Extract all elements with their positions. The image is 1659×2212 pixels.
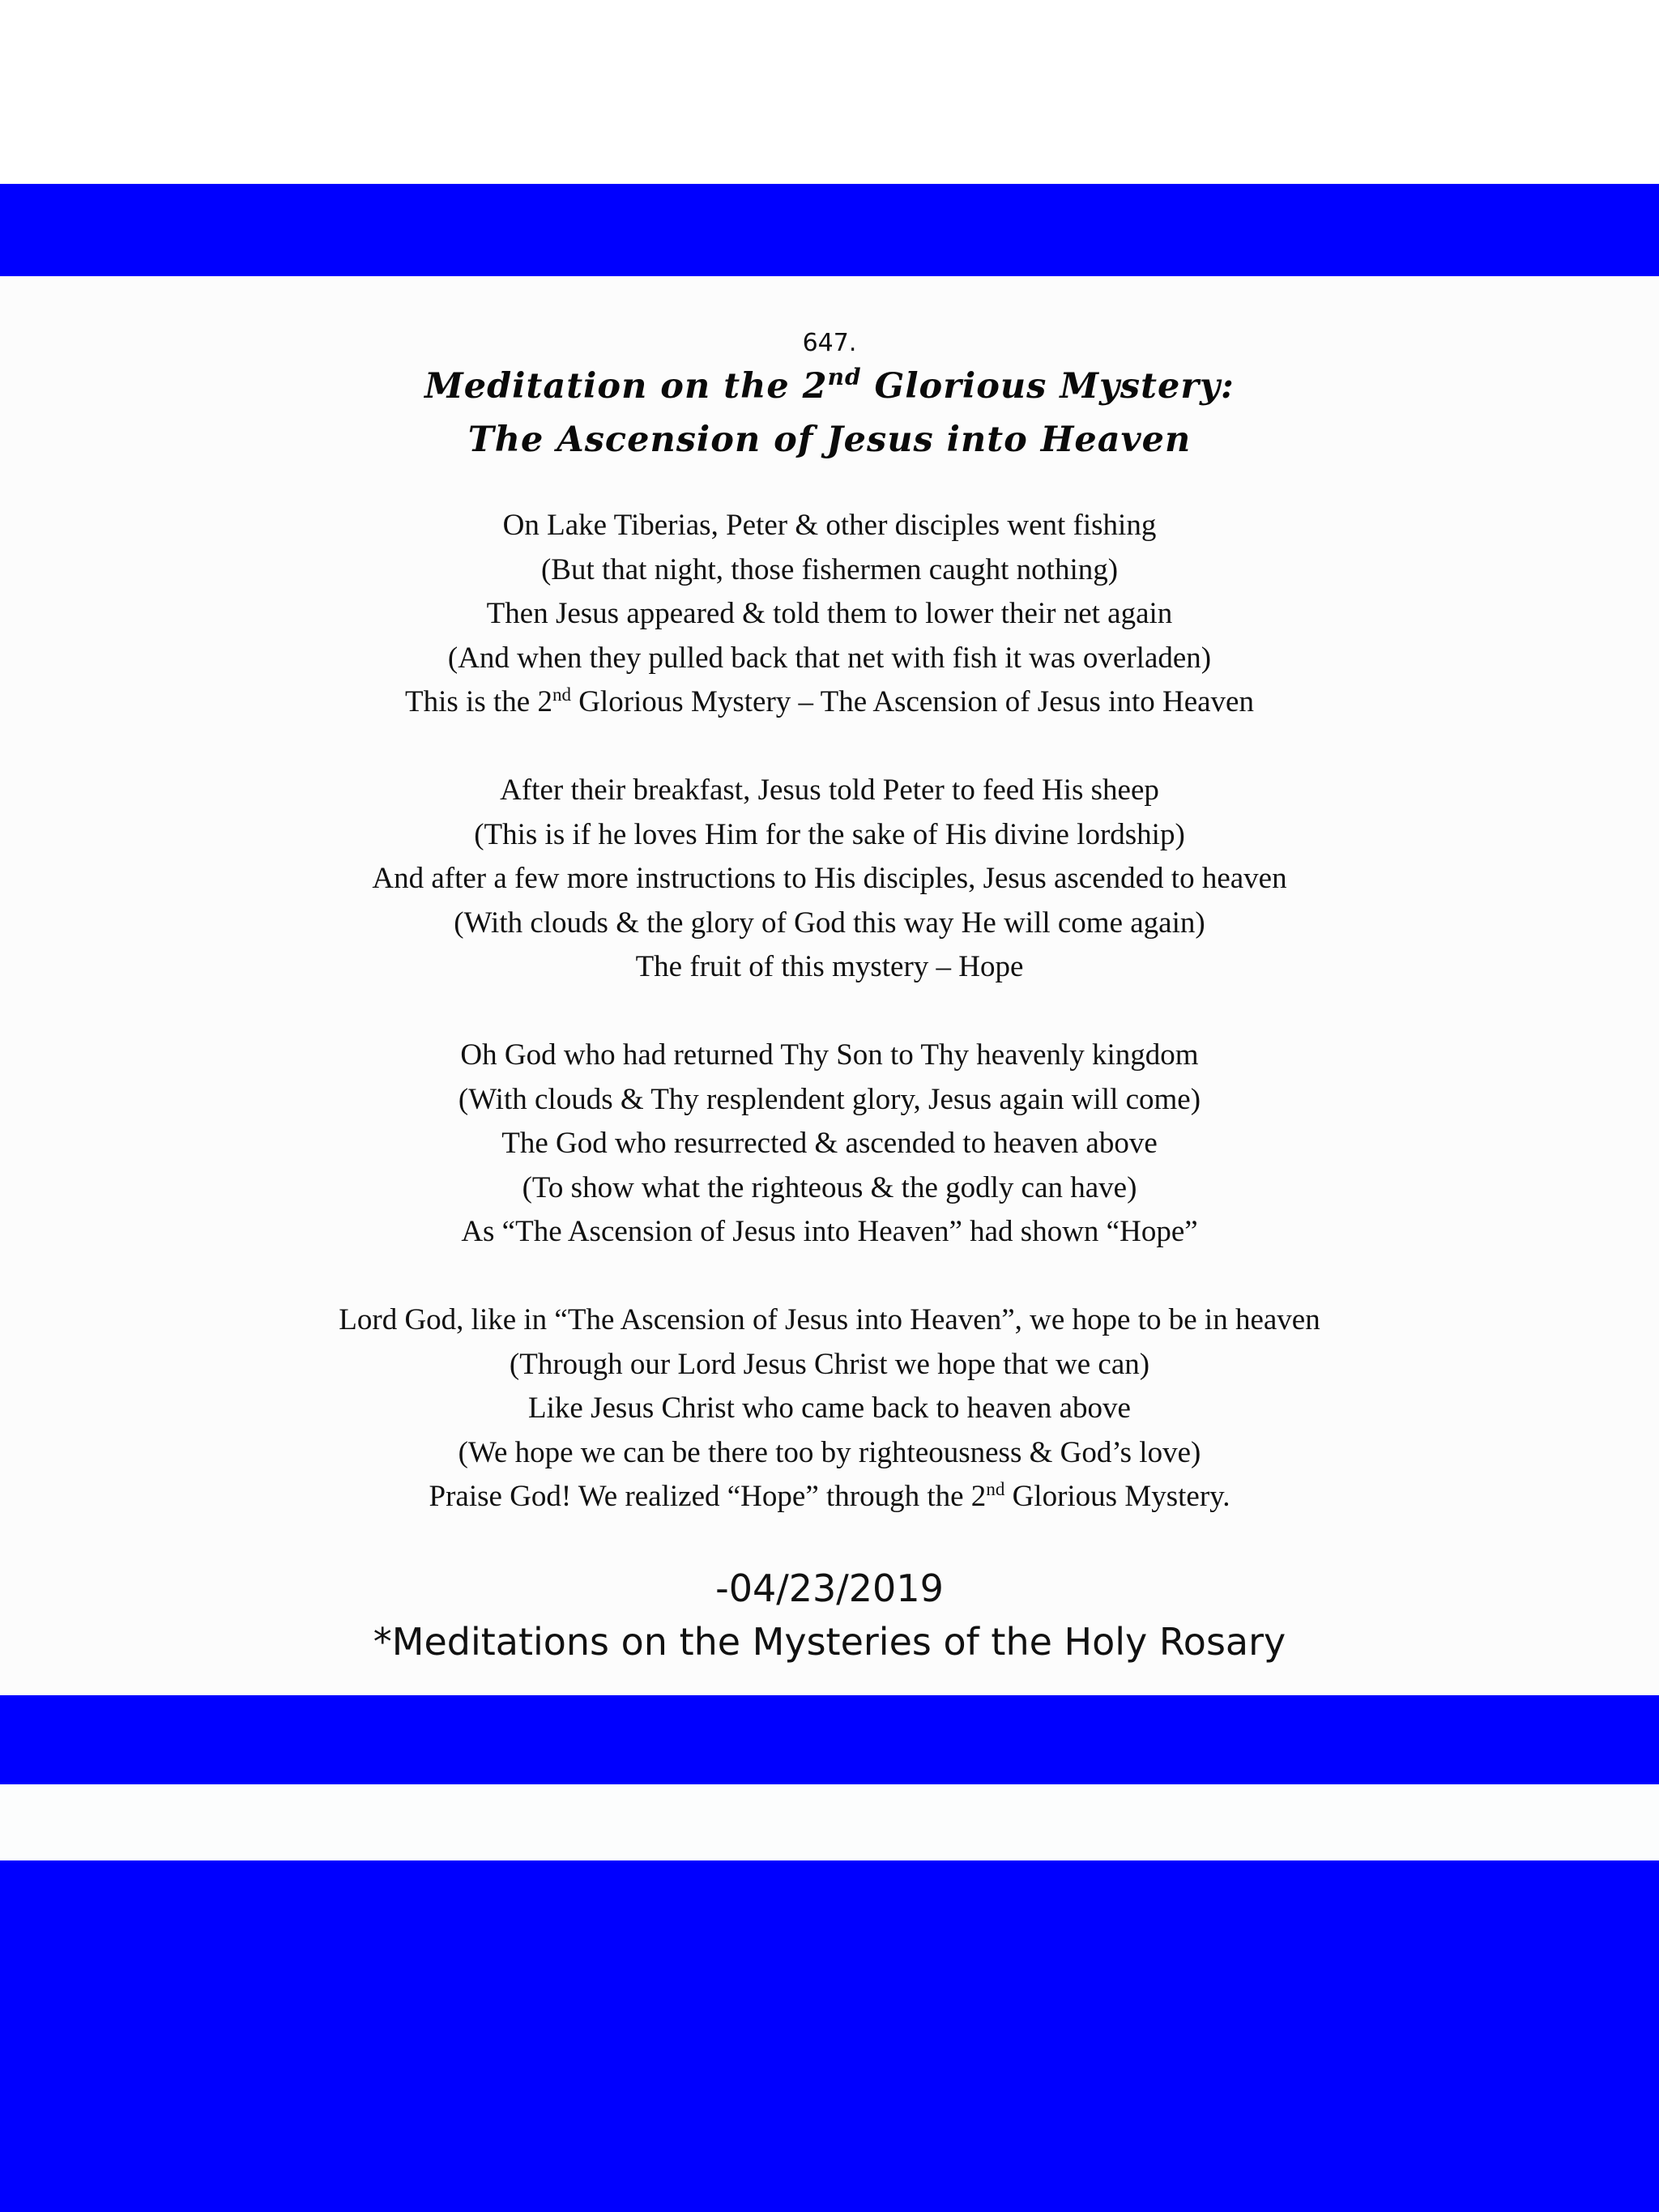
stanza-line: (And when they pulled back that net with fish it was overladen) bbox=[447, 641, 1212, 675]
middle-blue-band bbox=[0, 1695, 1659, 1784]
line-text-rest: Glorious Mystery. bbox=[1004, 1480, 1230, 1514]
stanza-line: (We hope we can be there too by righteousness & God’s love) bbox=[458, 1435, 1201, 1469]
white-strip bbox=[0, 1784, 1659, 1860]
stanza-line: Oh God who had returned Thy Son to Thy heavenly kingdom bbox=[460, 1038, 1199, 1072]
ordinal-suffix: nd bbox=[986, 1479, 1005, 1500]
top-blue-band bbox=[0, 184, 1659, 276]
stanza-line: On Lake Tiberias, Peter & other disciples went fishing bbox=[502, 509, 1157, 542]
bottom-blue-band bbox=[0, 1860, 1659, 2212]
title-line-2: The Ascension of Jesus into Heaven bbox=[467, 420, 1192, 460]
ordinal-suffix: nd bbox=[552, 684, 571, 705]
poem-title bbox=[0, 360, 1659, 467]
title-line-1-text: Meditation on the 2 bbox=[424, 366, 828, 407]
series-title: *Meditations on the Mysteries of the Holy Rosary bbox=[373, 1619, 1286, 1664]
poem-number: 647. bbox=[802, 329, 857, 357]
stanza-line bbox=[0, 1475, 1659, 1519]
stanza-4 bbox=[0, 1298, 1659, 1519]
stanza-2 bbox=[0, 769, 1659, 990]
stanza-line: (But that night, those fishermen caught nothing) bbox=[540, 552, 1119, 586]
stanza-line: (Through our Lord Jesus Christ we hope that we can) bbox=[509, 1347, 1150, 1381]
line-text: Praise God! We realized “Hope” through the 2 bbox=[429, 1480, 987, 1514]
stanza-line: (With clouds & Thy resplendent glory, Jesus again will come) bbox=[458, 1082, 1201, 1116]
stanza-line: (To show what the righteous & the godly can have) bbox=[522, 1170, 1137, 1204]
stanza-line: After their breakfast, Jesus told Peter to feed His sheep bbox=[500, 773, 1159, 807]
line-text: This is the 2 bbox=[405, 685, 552, 719]
stanza-1 bbox=[0, 504, 1659, 725]
stanza-line: Lord God, like in “The Ascension of Jesus into Heaven”, we hope to be in heaven bbox=[339, 1302, 1320, 1336]
title-ordinal-suffix: nd bbox=[827, 364, 862, 390]
stanza-line: As “The Ascension of Jesus into Heaven” had shown “Hope” bbox=[461, 1215, 1198, 1249]
stanza-line: The fruit of this mystery – Hope bbox=[635, 950, 1024, 984]
title-line-1-rest: Glorious Mystery: bbox=[861, 366, 1235, 407]
poem-content bbox=[0, 327, 1659, 1669]
stanza-line: Then Jesus appeared & told them to lower their net again bbox=[486, 597, 1173, 631]
poem-date: -04/23/2019 bbox=[715, 1566, 944, 1610]
stanza-3 bbox=[0, 1034, 1659, 1255]
stanza-line: Like Jesus Christ who came back to heaven above bbox=[528, 1392, 1131, 1426]
stanza-line bbox=[0, 680, 1659, 725]
title-line-1 bbox=[424, 366, 1235, 407]
stanza-line: And after a few more instructions to His disciples, Jesus ascended to heaven bbox=[372, 862, 1287, 896]
stanza-line: (With clouds & the glory of God this way He will come again) bbox=[454, 906, 1205, 940]
stanza-line: The God who resurrected & ascended to heaven above bbox=[501, 1127, 1158, 1161]
line-text-rest: Glorious Mystery – The Ascension of Jesus into Heaven bbox=[570, 685, 1254, 719]
stanza-line: (This is if he loves Him for the sake of His divine lordship) bbox=[474, 817, 1185, 851]
